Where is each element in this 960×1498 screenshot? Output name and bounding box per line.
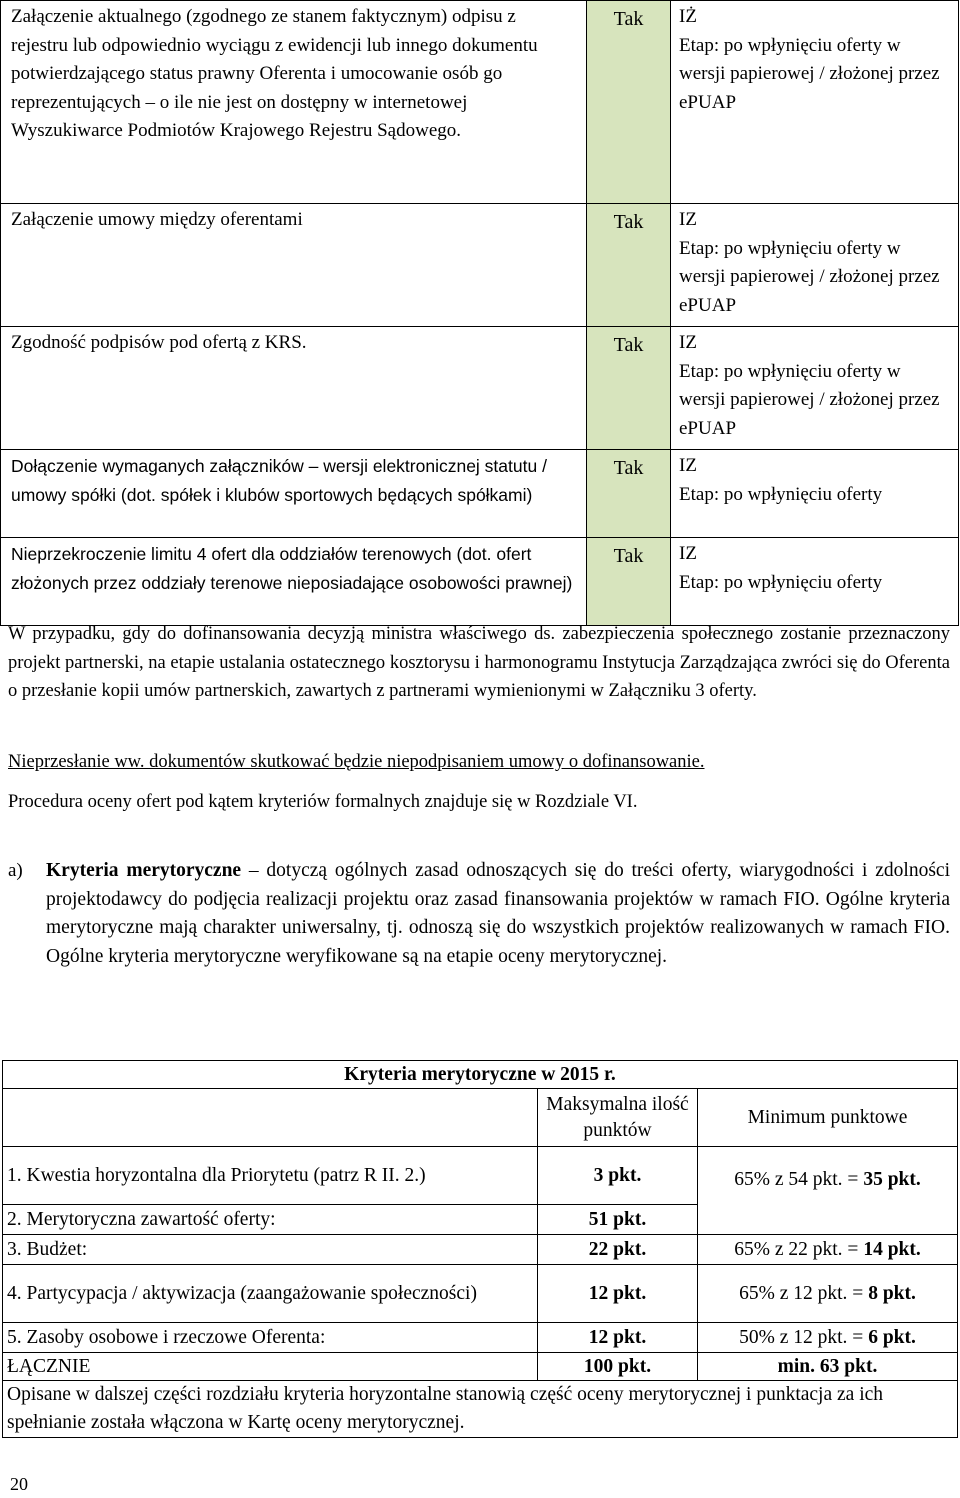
yes-cell: Tak <box>587 327 671 450</box>
verifier: IZ <box>679 209 697 230</box>
item-a-marker: a) <box>8 860 23 881</box>
partnership-paragraph: W przypadku, gdy do dofinansowania decyzją ministra właściwego ds. zabezpieczenia społecznego zostanie przeznaczony projekt partnerski, na etapie ustalania ostatecznego kosztorysu i harmonogramu Instytucja Zarządzająca zwróci się do Oferenta o przesłanie kopii umów partnerskich, zawartych z partnerami wymienionymi w Załączniku 3 oferty. <box>8 624 950 701</box>
criterion-name: 1. Kwestia horyzontalna dla Priorytetu (patrz R II. 2.) <box>3 1147 538 1205</box>
procedure-paragraph: Procedura oceny ofert pod kątem kryteriów formalnych znajduje się w Rozdziale VI. <box>8 792 638 812</box>
criterion-name: 2. Merytoryczna zawartość oferty: <box>3 1205 538 1235</box>
table-row <box>1 1 959 204</box>
min-points-text: 50% z 12 pkt. = <box>739 1326 869 1348</box>
criterion-cell: Nieprzekroczenie limitu 4 ofert dla oddziałów terenowych (dot. ofert złożonych przez oddziały terenowe nieposiadające osobowości prawnej) <box>1 538 587 626</box>
item-a-heading: Kryteria merytoryczne <box>46 860 242 881</box>
table-row <box>3 1147 958 1205</box>
criterion-name: 5. Zasoby osobowe i rzeczowe Oferenta: <box>3 1323 538 1353</box>
yes-cell: Tak <box>587 1 671 204</box>
total-min-points: min. 63 pkt. <box>698 1353 958 1381</box>
table-row <box>3 1061 958 1089</box>
header-min-points: Minimum punktowe <box>698 1089 958 1147</box>
item-a-text: – dotyczą ogólnych zasad odnoszących się do treści oferty, wiarygodności i zdolności projektodawcy do podjęcia realizacji projektu oraz zasad finansowania projektów w ramach FIO. Ogólne kryteria merytoryczne mają charakter uniwersalny, tj. odnoszą się do wszystkich projektów realizowanych w ramach FIO. Ogólne kryteria merytoryczne weryfikowane są na etapie oceny merytorycznej. <box>46 860 950 967</box>
table-row <box>3 1235 958 1265</box>
formal-criteria-table <box>0 0 959 626</box>
item-a-paragraph <box>46 857 950 971</box>
min-points <box>698 1323 958 1353</box>
verifier: IZ <box>679 332 697 353</box>
min-points-value: 14 pkt. <box>863 1238 921 1260</box>
consequence-text: Nieprzesłanie ww. dokumentów skutkować będzie niepodpisaniem umowy o dofinansowanie. <box>8 752 705 772</box>
table-row <box>3 1381 958 1438</box>
total-label: ŁĄCZNIE <box>3 1353 538 1381</box>
consequence-paragraph <box>8 748 950 777</box>
merit-table-note: Opisane w dalszej części rozdziału kryteria horyzontalne stanowią część oceny merytorycznej i punktacja za ich spełnianie została włączona w Kartę oceny merytorycznej. <box>3 1381 958 1438</box>
table-row <box>3 1265 958 1323</box>
max-points: 12 pkt. <box>538 1323 698 1353</box>
stage-cell <box>671 538 959 626</box>
stage-cell <box>671 450 959 538</box>
min-points-text: 65% z 54 pkt. = <box>734 1169 864 1190</box>
table-row <box>1 450 959 538</box>
verifier: IZ <box>679 543 697 564</box>
criterion-cell: Załączenie aktualnego (zgodnego ze stanem faktycznym) odpisu z rejestru lub odpowiednio wyciągu z ewidencji lub innego dokumentu potwierdzającego status prawny Oferenta i umocowanie osób go reprezentujących – o ile nie jest on dostępny w internetowej Wyszukiwarce Podmiotów Krajowego Rejestru Sądowego. <box>1 1 587 204</box>
table-row <box>3 1323 958 1353</box>
stage-cell <box>671 1 959 204</box>
stage-cell <box>671 327 959 450</box>
min-points-merged <box>698 1147 958 1235</box>
verifier: IŻ <box>679 6 697 27</box>
criterion-cell: Zgodność podpisów pod ofertą z KRS. <box>1 327 587 450</box>
yes-cell: Tak <box>587 204 671 327</box>
criterion-cell: Załączenie umowy między oferentami <box>1 204 587 327</box>
header-empty-cell <box>3 1089 538 1147</box>
criterion-cell: Dołączenie wymaganych załączników – wersji elektronicznej statutu / umowy spółki (dot. spółek i klubów sportowych będących spółkami) <box>1 450 587 538</box>
stage-cell <box>671 204 959 327</box>
max-points: 51 pkt. <box>538 1205 698 1235</box>
page-number: 20 <box>10 1474 28 1494</box>
criterion-name: 4. Partycypacja / aktywizacja (zaangażowanie społeczności) <box>3 1265 538 1323</box>
verifier: IZ <box>679 455 697 476</box>
merit-table-title: Kryteria merytoryczne w 2015 r. <box>3 1061 958 1089</box>
table-row <box>3 1353 958 1381</box>
min-points-value: 8 pkt. <box>868 1282 916 1304</box>
total-max-points: 100 pkt. <box>538 1353 698 1381</box>
table-row <box>1 538 959 626</box>
max-points: 22 pkt. <box>538 1235 698 1265</box>
stage-text: Etap: po wpłynięciu oferty w wersji papierowej / złożonej przez ePUAP <box>679 237 940 316</box>
table-row <box>3 1089 958 1147</box>
table-row <box>1 327 959 450</box>
min-points <box>698 1265 958 1323</box>
max-points: 3 pkt. <box>538 1147 698 1205</box>
merit-criteria-table <box>2 1060 958 1438</box>
header-max-points: Maksymalna ilość punktów <box>538 1089 698 1147</box>
yes-cell: Tak <box>587 538 671 626</box>
stage-text: Etap: po wpłynięciu oferty w wersji papierowej / złożonej przez ePUAP <box>679 360 940 439</box>
criterion-name: 3. Budżet: <box>3 1235 538 1265</box>
min-points <box>698 1235 958 1265</box>
stage-text: Etap: po wpłynięciu oferty w wersji papierowej / złożonej przez ePUAP <box>679 34 940 113</box>
stage-text: Etap: po wpłynięciu oferty <box>679 571 883 593</box>
min-points-value: 35 pkt. <box>863 1169 921 1190</box>
yes-cell: Tak <box>587 450 671 538</box>
max-points: 12 pkt. <box>538 1265 698 1323</box>
min-points-value: 6 pkt. <box>868 1326 916 1348</box>
min-points-text: 65% z 22 pkt. = <box>734 1238 864 1260</box>
table-row <box>1 204 959 327</box>
stage-text: Etap: po wpłynięciu oferty <box>679 483 883 505</box>
min-points-text: 65% z 12 pkt. = <box>739 1282 869 1304</box>
